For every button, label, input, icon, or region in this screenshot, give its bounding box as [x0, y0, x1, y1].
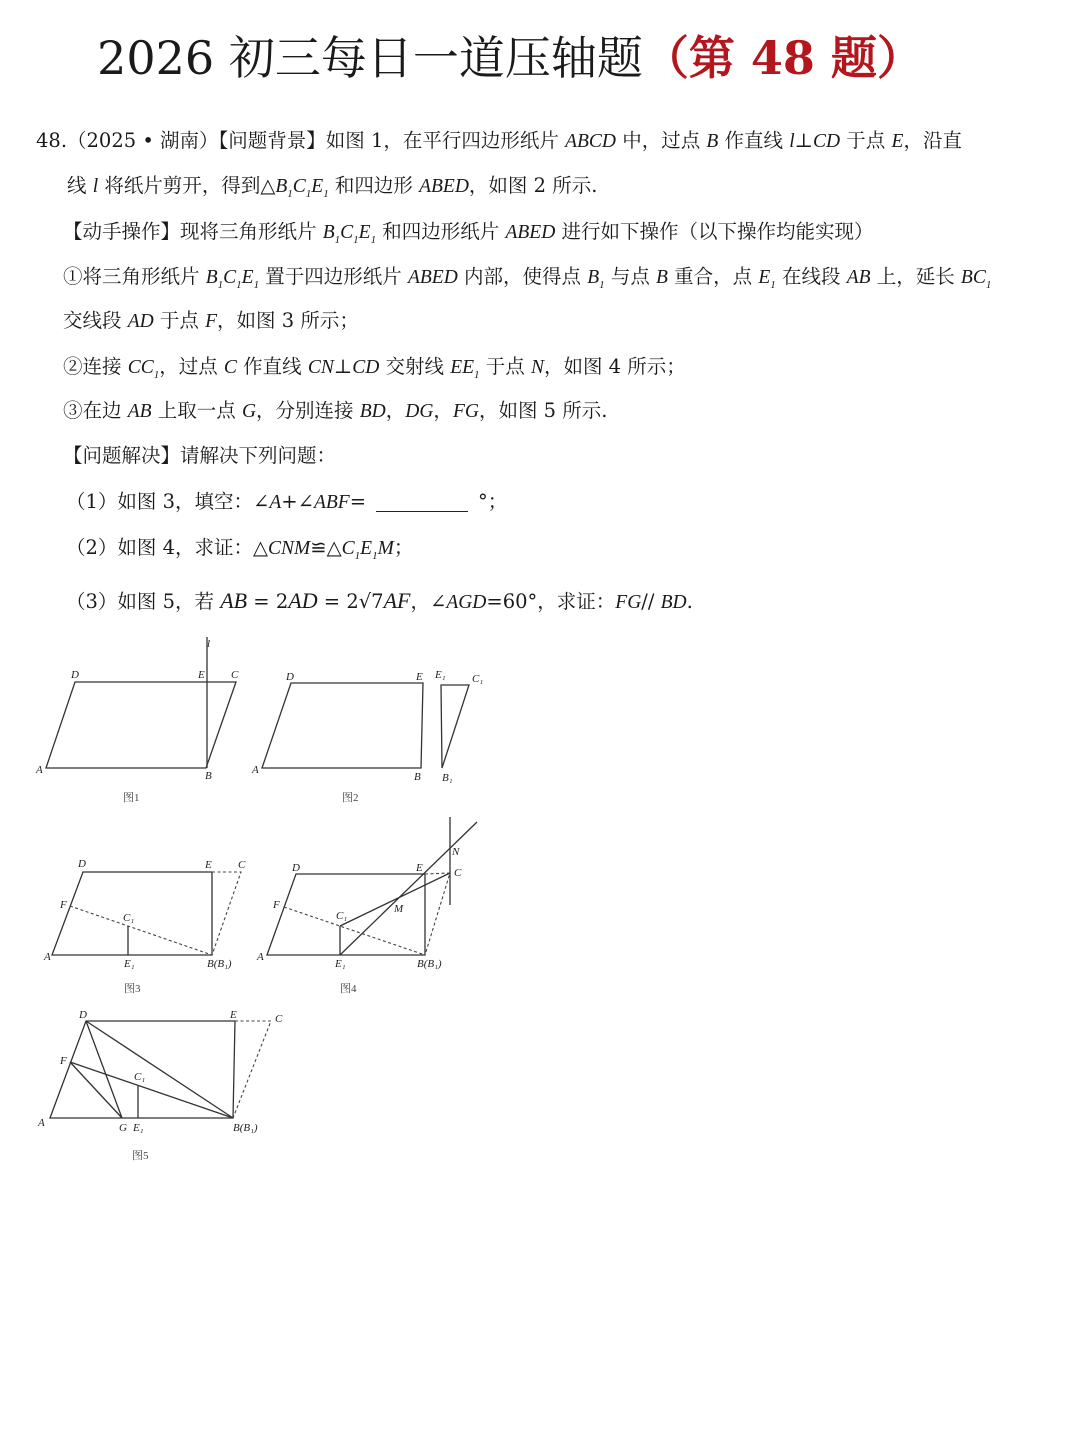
label-n: N	[452, 846, 460, 858]
math-segment: EE	[450, 357, 475, 378]
text-segment: //	[641, 590, 661, 613]
math-segment: B	[322, 222, 335, 243]
figure-caption: 图1	[123, 792, 140, 804]
text-segment: ，沿直	[903, 129, 962, 152]
text-segment: ，	[433, 399, 453, 422]
math-segment: 1	[370, 234, 377, 246]
text-segment: 于点	[153, 309, 206, 332]
figure-4	[256, 817, 477, 995]
math-segment: DG	[405, 401, 434, 422]
math-segment: AGD	[446, 592, 487, 613]
math-segment: 1	[217, 279, 224, 291]
label-c: C	[238, 859, 246, 871]
label-e1: E₁	[124, 958, 135, 970]
math-segment: AB	[846, 267, 871, 288]
math-segment: CD	[352, 357, 380, 378]
text-segment: ，如图 5 所示.	[478, 399, 608, 422]
math-segment: AD	[127, 311, 154, 332]
text-segment: ，如图 3 所示；	[217, 309, 359, 332]
label-f: F	[273, 899, 280, 911]
label-d: D	[286, 671, 294, 683]
label-c1: C₁	[123, 912, 135, 924]
figure-3	[43, 858, 246, 995]
label-e: E	[416, 671, 423, 683]
math-segment: 1	[770, 279, 776, 291]
label-e1: E₁	[335, 958, 346, 970]
label-a: A	[44, 951, 51, 963]
text-segment: =60°，求证：	[486, 590, 616, 613]
text-segment: ②连接	[63, 355, 128, 378]
math-segment: l	[92, 176, 99, 197]
figure-2	[251, 669, 483, 804]
label-e: E	[198, 669, 205, 681]
label-g: G	[119, 1122, 127, 1134]
math-segment: CNM	[268, 538, 311, 559]
quadrilateral-abed	[262, 683, 423, 768]
math-segment: FG	[452, 401, 479, 422]
label-e1: E₁	[133, 1122, 144, 1134]
label-d: D	[79, 1009, 87, 1021]
text-segment: 于点	[479, 355, 531, 378]
text-segment: 中，过点	[616, 129, 707, 152]
label-e: E	[416, 862, 423, 874]
label-d: D	[78, 858, 86, 870]
math-segment: ABCD	[565, 131, 617, 152]
text-segment: 线	[67, 174, 93, 197]
text-segment: ③在边	[63, 399, 128, 422]
math-segment: 1	[323, 188, 329, 200]
math-segment: BC	[960, 267, 986, 288]
figure-caption: 图3	[124, 983, 141, 995]
text-segment: ；	[393, 536, 414, 559]
text-segment: 进行如下操作（以下操作均能实现）	[555, 220, 874, 243]
label-l: l	[207, 638, 211, 650]
label-c1: C₁	[472, 673, 484, 685]
text-segment: 和四边形纸片	[376, 220, 506, 243]
math-segment: 1	[599, 279, 605, 291]
title-main: 2026 初三每日一道压轴题	[97, 31, 643, 85]
text-segment: ⊥	[333, 355, 353, 378]
text-segment: ，	[385, 399, 406, 422]
text-segment: 和四边形	[328, 174, 420, 197]
math-segment: 1	[153, 369, 160, 381]
label-e: E	[205, 859, 212, 871]
text-segment: （2）如图 4，求证：△	[66, 536, 269, 559]
label-b: B	[205, 770, 212, 782]
text-segment: 交线段	[63, 309, 128, 332]
math-segment: 1	[334, 234, 341, 246]
text-segment: 内部，使得点	[457, 265, 588, 288]
label-b: B	[414, 771, 421, 783]
text-segment: ，过点	[159, 355, 224, 378]
text-segment: 交射线	[379, 355, 451, 378]
math-segment: C	[292, 176, 306, 197]
figure-1	[35, 637, 239, 804]
text-segment: （3）如图 5，若	[66, 590, 221, 613]
math-segment: F	[205, 311, 218, 332]
math-segment: BD	[660, 592, 687, 613]
math-segment: 1	[372, 550, 378, 562]
text-segment: ，分别连接	[256, 399, 360, 422]
text-segment: 作直线	[718, 129, 790, 152]
text-segment: 与点	[604, 265, 657, 288]
text-segment: =	[349, 490, 367, 513]
text-segment: ≌△	[310, 536, 342, 559]
text-segment: 将纸片剪开，得到△	[98, 174, 276, 197]
text-segment: = 2	[247, 590, 289, 613]
math-segment: AF	[383, 588, 411, 613]
triangle-b1c1e1	[441, 685, 469, 768]
text-segment: °；	[478, 490, 508, 513]
label-e1: E₁	[435, 669, 446, 681]
label-f: F	[60, 899, 67, 911]
math-segment: C	[223, 357, 237, 378]
math-segment: G	[241, 401, 257, 422]
text-segment: 作直线	[236, 355, 308, 378]
label-a: A	[36, 764, 43, 776]
text-segment: = 2√7	[317, 590, 384, 613]
label-m: M	[394, 903, 404, 915]
math-segment: B	[587, 267, 600, 288]
math-segment: 1	[287, 188, 293, 200]
math-segment: ABF	[313, 492, 350, 513]
segment-fb	[70, 1062, 233, 1118]
math-segment: B	[656, 267, 668, 288]
math-segment: AB	[220, 588, 248, 613]
math-segment: E	[758, 267, 771, 288]
text-segment: ，∠	[410, 590, 447, 613]
math-segment: B	[706, 131, 719, 152]
text-segment: 【动手操作】现将三角形纸片	[63, 220, 323, 243]
label-c: C	[275, 1013, 283, 1025]
ray-e1e	[340, 822, 477, 955]
math-segment: B	[205, 267, 218, 288]
math-segment: ABED	[407, 267, 458, 288]
math-segment: AB	[127, 401, 152, 422]
math-segment: E	[358, 222, 371, 243]
figure-caption: 图4	[340, 983, 357, 995]
text-segment: 上，延长	[870, 265, 961, 288]
label-c: C	[454, 867, 462, 879]
math-segment: E	[360, 538, 373, 559]
text-segment: .	[686, 590, 693, 613]
label-b: B(B₁)	[417, 958, 442, 970]
text-segment: ①将三角形纸片	[63, 265, 206, 288]
text-segment: 上取一点	[151, 399, 242, 422]
text-segment: 置于四边形纸片	[259, 265, 408, 288]
math-segment: 1	[353, 234, 359, 246]
label-e: E	[230, 1009, 237, 1021]
label-f: F	[60, 1055, 67, 1067]
label-c1: C₁	[134, 1071, 146, 1083]
label-b1: B₁	[442, 772, 453, 784]
label-a: A	[38, 1117, 45, 1129]
math-segment: E	[891, 131, 904, 152]
label-a: A	[257, 951, 264, 963]
text-segment: 于点	[840, 129, 892, 152]
text-segment: 48.（2025 • 湖南）【问题背景】如图 1，在平行四边形纸片	[36, 129, 566, 152]
label-d: D	[71, 669, 79, 681]
math-segment: l	[789, 131, 795, 152]
text-segment: 重合，点	[667, 265, 759, 288]
text-segment: +∠	[281, 490, 314, 513]
math-segment: AD	[288, 588, 318, 613]
text-segment: 【问题解决】请解决下列问题：	[63, 444, 337, 467]
math-segment: 1	[354, 550, 361, 562]
math-segment: 1	[985, 279, 992, 291]
label-c1: C₁	[336, 910, 348, 922]
math-segment: CN	[307, 357, 334, 378]
text-segment: ，如图 2 所示.	[468, 174, 598, 197]
figure-caption: 图2	[342, 792, 359, 804]
math-segment: C	[341, 538, 355, 559]
text-segment: ，如图 4 所示；	[543, 355, 686, 378]
math-segment: A	[269, 492, 282, 513]
label-b: B(B₁)	[207, 958, 232, 970]
math-segment: 1	[253, 279, 260, 291]
math-segment: CD	[813, 131, 841, 152]
math-segment: B	[275, 176, 288, 197]
math-segment: C	[340, 222, 354, 243]
math-segment: E	[241, 267, 254, 288]
text-segment: ⊥	[794, 129, 814, 152]
label-b: B(B₁)	[233, 1122, 258, 1134]
math-segment: FG	[615, 592, 642, 613]
math-segment: N	[530, 357, 544, 378]
math-segment: 1	[474, 369, 480, 381]
figure-caption: 图5	[132, 1150, 149, 1162]
math-segment: BD	[359, 401, 386, 422]
math-segment: CC	[127, 357, 154, 378]
text-segment: （1）如图 3，填空：∠	[66, 490, 270, 513]
figure-5	[37, 1009, 283, 1162]
math-segment: 1	[305, 188, 312, 200]
math-segment: C	[223, 267, 237, 288]
text-segment: 在线段	[775, 265, 847, 288]
math-segment: M	[377, 538, 394, 559]
math-segment: ABED	[505, 222, 556, 243]
math-segment: 1	[236, 279, 242, 291]
math-segment: E	[311, 176, 324, 197]
label-a: A	[252, 764, 259, 776]
title-question-number: （第 48 题）	[642, 31, 923, 85]
math-segment: ABED	[419, 176, 469, 197]
label-c: C	[231, 669, 239, 681]
label-d: D	[292, 862, 300, 874]
